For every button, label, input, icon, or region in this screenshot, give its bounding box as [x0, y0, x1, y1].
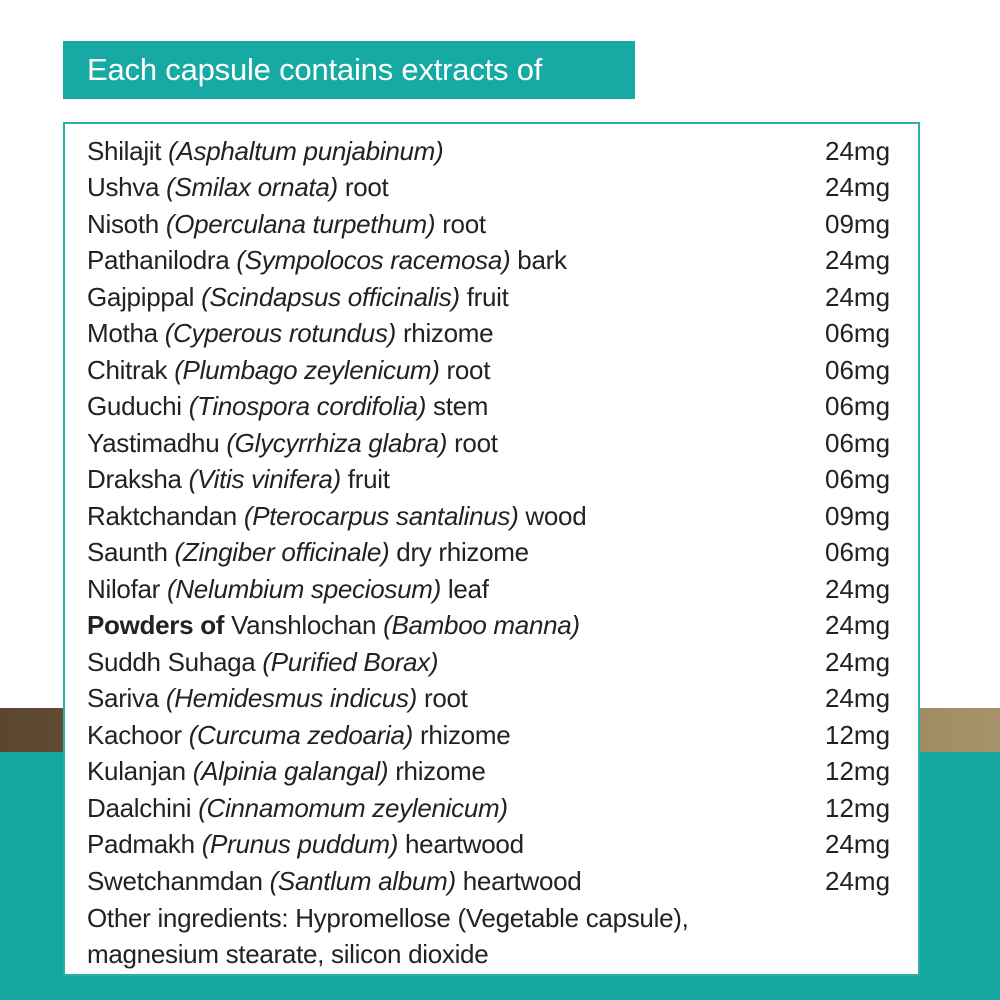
ingredient-amount: 06mg: [825, 391, 891, 422]
ingredient-name-group: [87, 793, 508, 824]
other-ingredients-line-1: Other ingredients: Hypromellose (Vegetable capsule),: [87, 902, 689, 933]
ingredient-latin-name: (Smilax ornata): [166, 172, 338, 203]
ingredient-common-name: Pathanilodra: [87, 245, 230, 276]
ingredient-common-name: Yastimadhu: [87, 427, 220, 458]
ingredient-latin-name: (Hemidesmus indicus): [165, 683, 418, 714]
ingredient-row: [87, 717, 901, 754]
ingredient-amount: 24mg: [825, 829, 891, 860]
ingredient-latin-name: (Curcuma zedoaria): [188, 719, 414, 750]
ingredient-plant-part: rhizome: [402, 318, 494, 349]
ingredient-row: [87, 316, 901, 353]
ingredient-common-name: Padmakh: [87, 829, 195, 860]
ingredient-plant-part: heartwood: [405, 829, 524, 860]
ingredient-common-name: Guduchi: [87, 391, 182, 422]
ingredient-row: [87, 279, 901, 316]
ingredient-plant-part: root: [344, 172, 389, 203]
ingredient-amount: 24mg: [825, 573, 891, 604]
ingredient-common-name: Vanshlochan: [231, 610, 377, 641]
ingredient-plant-part: heartwood: [462, 865, 582, 896]
ingredient-amount: 06mg: [825, 354, 891, 385]
ingredient-plant-part: fruit: [466, 281, 509, 312]
ingredient-latin-name: (Glycyrrhiza glabra): [226, 427, 448, 458]
section-title-text: Each capsule contains extracts of: [87, 52, 543, 87]
ingredient-common-name: Raktchandan: [87, 500, 237, 531]
ingredient-name-group: [87, 282, 509, 313]
ingredient-common-name: Ushva: [87, 172, 160, 203]
ingredient-name-group: [87, 428, 498, 459]
ingredient-amount: 24mg: [825, 865, 891, 896]
ingredient-row: [87, 243, 901, 280]
ingredient-plant-part: stem: [433, 391, 489, 422]
ingredient-amount: 12mg: [825, 756, 891, 787]
ingredient-amount: 24mg: [825, 172, 891, 203]
ingredient-common-name: Daalchini: [87, 792, 192, 823]
ingredient-latin-name: (Pterocarpus santalinus): [243, 500, 519, 531]
ingredient-name-group: [87, 866, 581, 897]
ingredient-name-group: [87, 318, 493, 349]
ingredient-row: [87, 681, 901, 718]
ingredient-row: [87, 352, 901, 389]
ingredient-plant-part: wood: [525, 500, 587, 531]
ingredient-row: [87, 827, 901, 864]
ingredient-plant-part: bark: [517, 245, 567, 276]
ingredients-list: [87, 133, 901, 973]
ingredient-amount: 24mg: [825, 610, 891, 641]
ingredient-amount: 09mg: [825, 500, 891, 531]
ingredient-row: [87, 425, 901, 462]
ingredient-name-group: [87, 464, 390, 495]
ingredients-card: [63, 122, 920, 976]
ingredient-amount: 24mg: [825, 245, 891, 276]
ingredient-latin-name: (Purified Borax): [262, 646, 439, 677]
ingredient-plant-part: root: [442, 208, 486, 239]
ingredient-name-group: [87, 756, 486, 787]
ingredient-plant-part: fruit: [347, 464, 390, 495]
ingredient-name-group: [87, 829, 524, 860]
ingredient-row: [87, 863, 901, 900]
ingredient-common-name: Shilajit: [87, 135, 162, 166]
ingredient-row: [87, 608, 901, 645]
ingredient-amount: 24mg: [825, 135, 891, 166]
ingredient-common-name: Motha: [87, 318, 158, 349]
ingredient-row: [87, 571, 901, 608]
ingredient-amount: 24mg: [825, 281, 891, 312]
ingredient-common-name: Draksha: [87, 464, 182, 495]
ingredient-name-group: [87, 720, 510, 751]
ingredient-common-name: Gajpippal: [87, 281, 195, 312]
ingredient-common-name: Suddh Suhaga: [87, 646, 256, 677]
ingredient-name-group: [87, 610, 580, 641]
ingredient-latin-name: (Plumbago zeylenicum): [174, 354, 440, 385]
ingredient-amount: 12mg: [825, 792, 891, 823]
ingredient-common-name: Swetchanmdan: [87, 865, 263, 896]
ingredient-latin-name: (Sympolocos racemosa): [236, 245, 511, 276]
ingredient-amount: 12mg: [825, 719, 891, 750]
ingredient-plant-part: root: [423, 683, 468, 714]
other-ingredients-line-2: magnesium stearate, silicon dioxide: [87, 939, 489, 969]
ingredient-row: [87, 170, 901, 207]
ingredient-latin-name: (Santlum album): [269, 865, 456, 896]
ingredient-name-group: [87, 574, 489, 605]
ingredient-latin-name: (Alpinia galangal): [192, 756, 389, 787]
ingredient-amount: 24mg: [825, 646, 891, 677]
ingredient-common-name: Kachoor: [87, 719, 182, 750]
ingredient-row: [87, 133, 901, 170]
ingredient-common-name: Saunth: [87, 537, 168, 568]
ingredient-name-group: [87, 537, 529, 568]
ingredient-amount: 06mg: [825, 318, 891, 349]
ingredient-latin-name: (Nelumbium speciosum): [166, 573, 441, 604]
ingredient-name-group: [87, 683, 468, 714]
ingredient-amount: 09mg: [825, 208, 891, 239]
ingredient-name-group: [87, 136, 443, 167]
section-title: [63, 41, 635, 99]
ingredient-amount: 06mg: [825, 464, 891, 495]
ingredient-latin-name: (Vitis vinifera): [188, 464, 341, 495]
ingredient-plant-part: rhizome: [395, 756, 486, 787]
ingredient-name-group: [87, 501, 586, 532]
ingredient-row: [87, 462, 901, 499]
ingredient-row: [87, 790, 901, 827]
ingredient-prefix: Powders of: [87, 610, 232, 641]
ingredient-name-group: [87, 172, 388, 203]
ingredient-plant-part: rhizome: [419, 719, 511, 750]
ingredient-plant-part: dry rhizome: [396, 537, 529, 568]
ingredient-latin-name: (Prunus puddum): [201, 829, 399, 860]
ingredient-row: [87, 389, 901, 426]
ingredient-latin-name: (Scindapsus officinalis): [201, 281, 460, 312]
ingredient-plant-part: root: [446, 354, 491, 385]
ingredient-latin-name: (Zingiber officinale): [174, 537, 390, 568]
ingredient-common-name: Nilofar: [87, 573, 161, 604]
ingredient-latin-name: (Asphaltum punjabinum): [168, 135, 444, 166]
ingredient-row: [87, 206, 901, 243]
ingredient-amount: 06mg: [825, 537, 891, 568]
ingredient-name-group: [87, 245, 567, 276]
ingredient-name-group: [87, 391, 488, 422]
ingredient-common-name: Sariva: [87, 683, 159, 714]
ingredient-row: [87, 498, 901, 535]
ingredient-row: [87, 644, 901, 681]
ingredient-plant-part: root: [454, 427, 498, 458]
ingredient-name-group: [87, 209, 486, 240]
ingredient-latin-name: (Cinnamomum zeylenicum): [198, 792, 508, 823]
ingredient-name-group: [87, 355, 490, 386]
ingredient-common-name: Chitrak: [87, 354, 168, 385]
ingredient-common-name: Kulanjan: [87, 756, 186, 787]
ingredient-amount: 24mg: [825, 683, 891, 714]
ingredient-latin-name: (Operculana turpethum): [165, 208, 436, 239]
ingredient-row: [87, 754, 901, 791]
ingredient-row: [87, 535, 901, 572]
ingredient-latin-name: (Bamboo manna): [383, 610, 580, 641]
ingredient-plant-part: leaf: [447, 573, 489, 604]
ingredient-latin-name: (Tinospora cordifolia): [188, 391, 427, 422]
ingredient-amount: 06mg: [825, 427, 891, 458]
ingredient-name-group: [87, 647, 438, 678]
ingredient-latin-name: (Cyperous rotundus): [164, 318, 396, 349]
ingredient-common-name: Nisoth: [87, 208, 159, 239]
